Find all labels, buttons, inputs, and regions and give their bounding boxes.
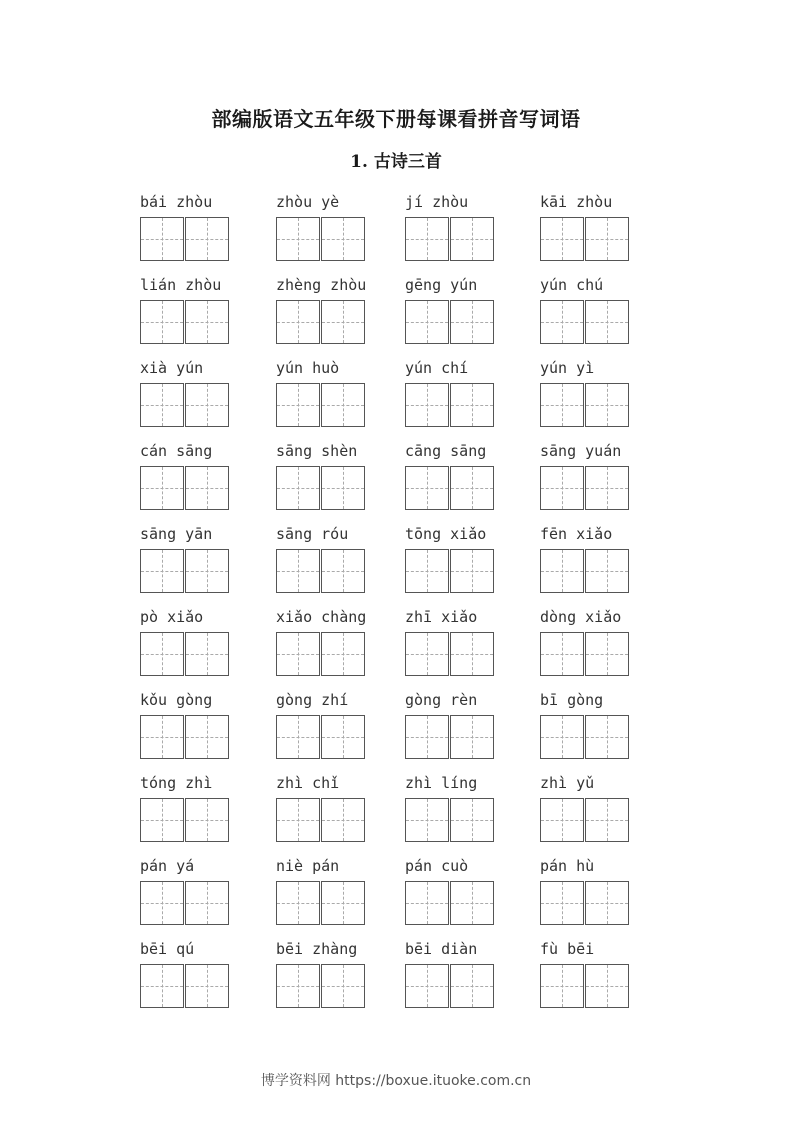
box-guide-horizontal (406, 239, 448, 240)
tianzige-writing-box[interactable] (405, 383, 449, 427)
word-cell (140, 274, 270, 356)
pinyin-label: yún chú (540, 276, 604, 294)
word-cell (405, 772, 535, 854)
box-guide-horizontal (541, 986, 583, 987)
pinyin-label: pán cuò (405, 857, 469, 875)
tianzige-writing-box[interactable] (450, 715, 494, 759)
box-guide-horizontal (451, 239, 493, 240)
box-guide-horizontal (451, 820, 493, 821)
word-cell (276, 274, 406, 356)
box-guide-horizontal (406, 986, 448, 987)
box-guide-horizontal (541, 903, 583, 904)
tianzige-writing-box[interactable] (140, 217, 184, 261)
word-cell (276, 855, 406, 937)
tianzige-writing-box[interactable] (185, 383, 229, 427)
word-cell (405, 855, 535, 937)
box-guide-horizontal (141, 903, 183, 904)
box-guide-horizontal (186, 737, 228, 738)
tianzige-writing-box[interactable] (405, 881, 449, 925)
box-guide-horizontal (406, 820, 448, 821)
tianzige-writing-box[interactable] (321, 466, 365, 510)
box-guide-horizontal (141, 405, 183, 406)
tianzige-writing-box[interactable] (276, 466, 320, 510)
box-guide-horizontal (541, 405, 583, 406)
pinyin-label: yún chí (405, 359, 469, 377)
tianzige-writing-box[interactable] (321, 549, 365, 593)
word-cell (140, 191, 270, 273)
word-cell (276, 689, 406, 771)
tianzige-writing-box[interactable] (140, 383, 184, 427)
box-guide-horizontal (541, 239, 583, 240)
tianzige-writing-box[interactable] (185, 632, 229, 676)
box-guide-horizontal (186, 820, 228, 821)
pinyin-label: dòng xiǎo (540, 608, 622, 626)
word-cell (540, 689, 670, 771)
tianzige-writing-box[interactable] (276, 798, 320, 842)
box-guide-horizontal (586, 571, 628, 572)
pinyin-label: yún huò (276, 359, 340, 377)
tianzige-writing-box[interactable] (321, 715, 365, 759)
box-guide-horizontal (322, 571, 364, 572)
tianzige-writing-box[interactable] (321, 632, 365, 676)
pinyin-label: pán yá (140, 857, 195, 875)
pinyin-label: bái zhòu (140, 193, 213, 211)
box-guide-horizontal (541, 737, 583, 738)
box-guide-horizontal (186, 654, 228, 655)
tianzige-writing-box[interactable] (540, 798, 584, 842)
tianzige-writing-box[interactable] (540, 300, 584, 344)
word-cell (540, 938, 670, 1020)
box-guide-horizontal (186, 903, 228, 904)
pinyin-label: tóng zhì (140, 774, 213, 792)
tianzige-writing-box[interactable] (276, 217, 320, 261)
tianzige-writing-box[interactable] (405, 964, 449, 1008)
pinyin-label: fù bēi (540, 940, 595, 958)
box-guide-horizontal (406, 654, 448, 655)
pinyin-label: zhòu yè (276, 193, 340, 211)
pinyin-label: xiǎo chàng (276, 608, 367, 626)
box-guide-horizontal (406, 405, 448, 406)
pinyin-label: cāng sāng (405, 442, 487, 460)
pinyin-label: cán sāng (140, 442, 213, 460)
box-guide-horizontal (541, 488, 583, 489)
box-guide-horizontal (277, 737, 319, 738)
box-guide-horizontal (541, 820, 583, 821)
footer-watermark: 博学资料网 https://boxue.ituoke.com.cn (260, 1073, 532, 1089)
box-guide-horizontal (322, 488, 364, 489)
box-guide-horizontal (586, 986, 628, 987)
tianzige-writing-box[interactable] (540, 466, 584, 510)
pinyin-label: pán hù (540, 857, 595, 875)
word-cell (140, 855, 270, 937)
tianzige-writing-box[interactable] (276, 383, 320, 427)
box-guide-horizontal (186, 322, 228, 323)
tianzige-writing-box[interactable] (405, 300, 449, 344)
word-cell (140, 440, 270, 522)
word-cell (540, 523, 670, 605)
tianzige-writing-box[interactable] (585, 217, 629, 261)
box-guide-horizontal (586, 820, 628, 821)
box-guide-horizontal (277, 654, 319, 655)
tianzige-writing-box[interactable] (450, 466, 494, 510)
box-guide-horizontal (322, 820, 364, 821)
word-cell (276, 523, 406, 605)
box-guide-horizontal (451, 405, 493, 406)
tianzige-writing-box[interactable] (540, 964, 584, 1008)
tianzige-writing-box[interactable] (321, 217, 365, 261)
pinyin-label: niè pán (276, 857, 340, 875)
word-cell (276, 440, 406, 522)
tianzige-writing-box[interactable] (140, 798, 184, 842)
pinyin-label: bēi zhàng (276, 940, 358, 958)
word-cell (540, 357, 670, 439)
pinyin-label: fēn xiǎo (540, 525, 613, 543)
tianzige-writing-box[interactable] (140, 881, 184, 925)
box-guide-horizontal (451, 903, 493, 904)
tianzige-writing-box[interactable] (585, 964, 629, 1008)
pinyin-label: gēng yún (405, 276, 478, 294)
pinyin-label: sāng róu (276, 525, 349, 543)
box-guide-horizontal (141, 737, 183, 738)
pinyin-label: zhī xiǎo (405, 608, 478, 626)
tianzige-writing-box[interactable] (276, 632, 320, 676)
tianzige-writing-box[interactable] (405, 217, 449, 261)
word-cell (405, 689, 535, 771)
tianzige-writing-box[interactable] (185, 881, 229, 925)
tianzige-writing-box[interactable] (585, 881, 629, 925)
tianzige-writing-box[interactable] (140, 549, 184, 593)
tianzige-writing-box[interactable] (405, 632, 449, 676)
word-cell (140, 938, 270, 1020)
word-cell (405, 191, 535, 273)
page-title: 部编版语文五年级下册每课看拼音写词语 (211, 107, 581, 131)
box-guide-horizontal (322, 986, 364, 987)
tianzige-writing-box[interactable] (585, 300, 629, 344)
tianzige-writing-box[interactable] (321, 383, 365, 427)
tianzige-writing-box[interactable] (450, 217, 494, 261)
lesson-title: 1. 古诗三首 (350, 152, 442, 172)
pinyin-label: bēi diàn (405, 940, 478, 958)
tianzige-writing-box[interactable] (585, 715, 629, 759)
box-guide-horizontal (322, 405, 364, 406)
tianzige-writing-box[interactable] (140, 300, 184, 344)
pinyin-label: sāng yān (140, 525, 213, 543)
box-guide-horizontal (186, 405, 228, 406)
box-guide-horizontal (141, 239, 183, 240)
pinyin-label: jí zhòu (405, 193, 469, 211)
tianzige-writing-box[interactable] (585, 466, 629, 510)
word-cell (140, 523, 270, 605)
tianzige-writing-box[interactable] (450, 964, 494, 1008)
tianzige-writing-box[interactable] (405, 798, 449, 842)
box-guide-horizontal (322, 903, 364, 904)
pinyin-label: gòng zhí (276, 691, 349, 709)
box-guide-horizontal (141, 571, 183, 572)
box-guide-horizontal (277, 488, 319, 489)
tianzige-writing-box[interactable] (540, 881, 584, 925)
pinyin-label: zhì líng (405, 774, 478, 792)
tianzige-writing-box[interactable] (140, 715, 184, 759)
box-guide-horizontal (322, 737, 364, 738)
tianzige-writing-box[interactable] (276, 549, 320, 593)
box-guide-horizontal (586, 488, 628, 489)
word-cell (276, 772, 406, 854)
box-guide-horizontal (406, 571, 448, 572)
tianzige-writing-box[interactable] (140, 466, 184, 510)
box-guide-horizontal (141, 488, 183, 489)
pinyin-label: tōng xiǎo (405, 525, 487, 543)
tianzige-writing-box[interactable] (450, 300, 494, 344)
box-guide-horizontal (451, 986, 493, 987)
tianzige-writing-box[interactable] (540, 549, 584, 593)
word-cell (405, 440, 535, 522)
box-guide-horizontal (586, 239, 628, 240)
tianzige-writing-box[interactable] (321, 798, 365, 842)
tianzige-writing-box[interactable] (140, 632, 184, 676)
tianzige-writing-box[interactable] (450, 383, 494, 427)
box-guide-horizontal (541, 654, 583, 655)
box-guide-horizontal (406, 737, 448, 738)
box-guide-horizontal (541, 322, 583, 323)
box-guide-horizontal (141, 322, 183, 323)
tianzige-writing-box[interactable] (585, 383, 629, 427)
pinyin-label: sāng yuán (540, 442, 622, 460)
tianzige-writing-box[interactable] (450, 632, 494, 676)
tianzige-writing-box[interactable] (405, 549, 449, 593)
word-cell (405, 606, 535, 688)
pinyin-label: kǒu gòng (140, 691, 213, 709)
tianzige-writing-box[interactable] (140, 964, 184, 1008)
word-cell (276, 357, 406, 439)
box-guide-horizontal (406, 903, 448, 904)
tianzige-writing-box[interactable] (450, 549, 494, 593)
tianzige-writing-box[interactable] (540, 715, 584, 759)
tianzige-writing-box[interactable] (185, 798, 229, 842)
word-cell (540, 855, 670, 937)
box-guide-horizontal (277, 239, 319, 240)
box-guide-horizontal (586, 405, 628, 406)
box-guide-horizontal (277, 322, 319, 323)
pinyin-label: sāng shèn (276, 442, 358, 460)
tianzige-writing-box[interactable] (185, 300, 229, 344)
word-cell (276, 606, 406, 688)
pinyin-label: bēi qú (140, 940, 195, 958)
word-cell (540, 772, 670, 854)
word-cell (540, 606, 670, 688)
box-guide-horizontal (186, 488, 228, 489)
tianzige-writing-box[interactable] (585, 549, 629, 593)
tianzige-writing-box[interactable] (321, 881, 365, 925)
tianzige-writing-box[interactable] (450, 798, 494, 842)
pinyin-label: zhèng zhòu (276, 276, 367, 294)
tianzige-writing-box[interactable] (540, 217, 584, 261)
tianzige-writing-box[interactable] (585, 632, 629, 676)
tianzige-writing-box[interactable] (185, 715, 229, 759)
tianzige-writing-box[interactable] (405, 715, 449, 759)
tianzige-writing-box[interactable] (321, 300, 365, 344)
box-guide-horizontal (186, 239, 228, 240)
box-guide-horizontal (277, 986, 319, 987)
tianzige-writing-box[interactable] (276, 964, 320, 1008)
pinyin-label: zhì chǐ (276, 774, 340, 792)
word-cell (405, 523, 535, 605)
word-cell (276, 938, 406, 1020)
box-guide-horizontal (141, 986, 183, 987)
box-guide-horizontal (277, 820, 319, 821)
box-guide-horizontal (322, 654, 364, 655)
box-guide-horizontal (141, 654, 183, 655)
word-cell (540, 191, 670, 273)
box-guide-horizontal (451, 654, 493, 655)
box-guide-horizontal (541, 571, 583, 572)
tianzige-writing-box[interactable] (540, 383, 584, 427)
box-guide-horizontal (451, 737, 493, 738)
box-guide-horizontal (141, 820, 183, 821)
pinyin-label: bī gòng (540, 691, 604, 709)
box-guide-horizontal (322, 239, 364, 240)
box-guide-horizontal (277, 405, 319, 406)
box-guide-horizontal (186, 986, 228, 987)
box-guide-horizontal (586, 322, 628, 323)
tianzige-writing-box[interactable] (276, 300, 320, 344)
box-guide-horizontal (406, 488, 448, 489)
box-guide-horizontal (451, 571, 493, 572)
tianzige-writing-box[interactable] (276, 881, 320, 925)
tianzige-writing-box[interactable] (585, 798, 629, 842)
word-cell (540, 440, 670, 522)
tianzige-writing-box[interactable] (321, 964, 365, 1008)
box-guide-horizontal (277, 571, 319, 572)
tianzige-writing-box[interactable] (405, 466, 449, 510)
box-guide-horizontal (586, 654, 628, 655)
word-cell (540, 274, 670, 356)
box-guide-horizontal (406, 322, 448, 323)
tianzige-writing-box[interactable] (450, 881, 494, 925)
pinyin-label: lián zhòu (140, 276, 222, 294)
pinyin-label: xià yún (140, 359, 204, 377)
word-cell (140, 689, 270, 771)
tianzige-writing-box[interactable] (185, 217, 229, 261)
tianzige-writing-box[interactable] (185, 549, 229, 593)
tianzige-writing-box[interactable] (276, 715, 320, 759)
pinyin-label: pò xiǎo (140, 608, 204, 626)
box-guide-horizontal (322, 322, 364, 323)
box-guide-horizontal (586, 903, 628, 904)
word-cell (405, 357, 535, 439)
box-guide-horizontal (586, 737, 628, 738)
box-guide-horizontal (451, 322, 493, 323)
word-cell (405, 274, 535, 356)
tianzige-writing-box[interactable] (185, 466, 229, 510)
box-guide-horizontal (277, 903, 319, 904)
word-cell (276, 191, 406, 273)
word-cell (140, 772, 270, 854)
pinyin-label: yún yì (540, 359, 595, 377)
box-guide-horizontal (451, 488, 493, 489)
box-guide-horizontal (186, 571, 228, 572)
word-cell (405, 938, 535, 1020)
word-cell (140, 606, 270, 688)
tianzige-writing-box[interactable] (540, 632, 584, 676)
pinyin-label: zhì yǔ (540, 774, 595, 792)
pinyin-label: kāi zhòu (540, 193, 613, 211)
word-cell (140, 357, 270, 439)
tianzige-writing-box[interactable] (185, 964, 229, 1008)
pinyin-label: gòng rèn (405, 691, 478, 709)
